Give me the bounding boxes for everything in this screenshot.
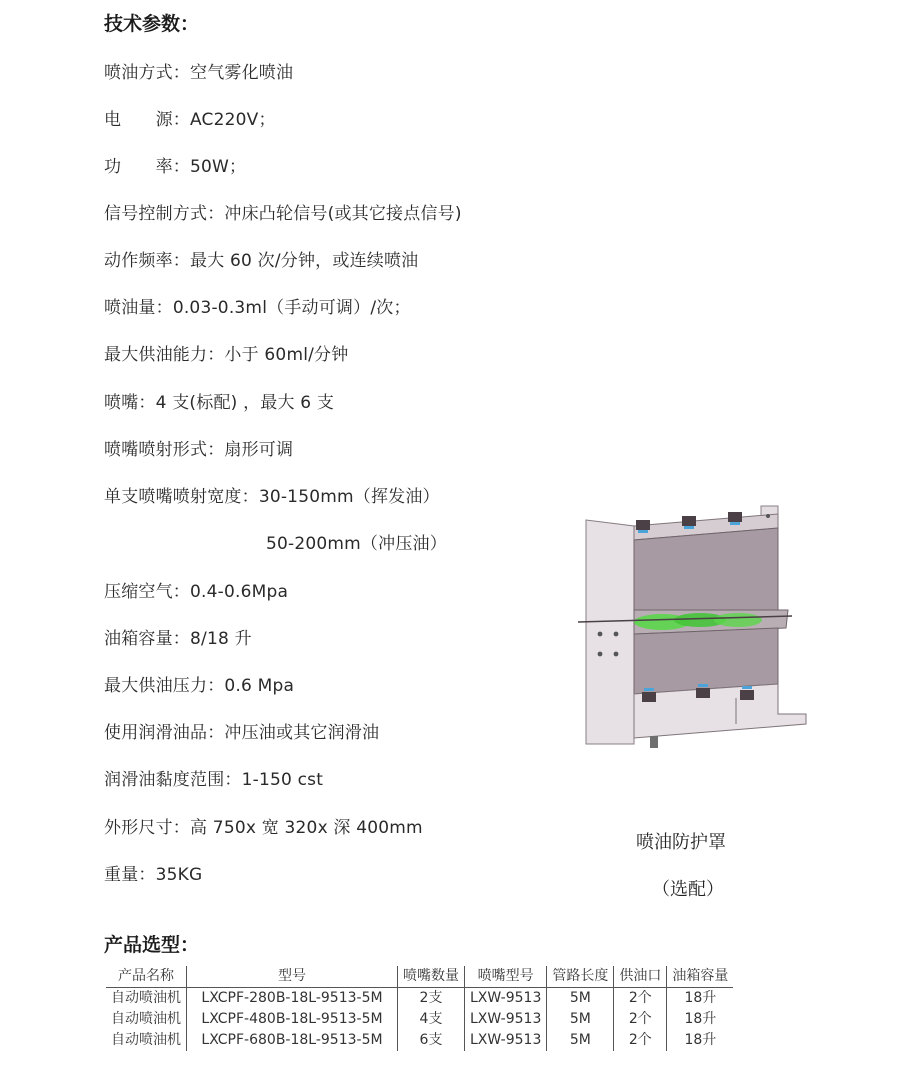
spec-spray-width-2 — [266, 529, 447, 554]
tech-heading: 技术参数： — [104, 13, 200, 35]
cell-oil-ports: 2个 — [614, 1009, 667, 1030]
spec-value: 4 支(标配) ，最大 6 支 — [155, 393, 335, 413]
spec-weight — [104, 860, 202, 885]
nozzle-accent — [698, 684, 708, 687]
spec-value: 0.6 Mpa — [224, 676, 295, 696]
cell-product-name: 自动喷油机 — [111, 1011, 181, 1027]
spec-value: 30-150mm（挥发油） — [258, 487, 440, 507]
cell-nozzle-model: LXW-9513 — [465, 1009, 547, 1030]
spec-label: 最大供油压力： — [104, 676, 225, 696]
cell-tank-capacity: 18升 — [667, 1009, 734, 1030]
col-nozzle-count: 喷嘴数量 — [398, 966, 465, 988]
cell-model: LXCPF-280B-18L-9513-5M — [187, 988, 398, 1010]
spec-dimensions — [104, 813, 423, 838]
spec-value: 1-150 cst — [241, 770, 324, 790]
spec-value: 0.03-0.3ml（手动可调）/次； — [172, 298, 411, 318]
spec-viscosity — [104, 765, 323, 790]
spec-power-supply — [104, 105, 276, 130]
nozzle-accent — [638, 530, 648, 533]
spec-value: 最大 60 次/分钟，或连续喷油 — [190, 251, 419, 271]
spec-value: 冲压油或其它润滑油 — [224, 723, 380, 743]
cell-nozzle-count: 2支 — [398, 988, 465, 1010]
col-oil-ports: 供油口 — [614, 966, 667, 988]
table-row — [106, 1009, 733, 1030]
spec-spray-volume — [104, 293, 411, 318]
col-pipe-length: 管路长度 — [547, 966, 614, 988]
nozzle-accent — [644, 688, 654, 691]
spec-signal-control — [104, 199, 462, 224]
spec-power — [104, 152, 246, 177]
spec-value: 0.4-0.6Mpa — [190, 582, 289, 602]
cell-nozzle-count: 6支 — [398, 1030, 465, 1051]
cell-pipe-length: 5M — [547, 1009, 614, 1030]
spec-label: 信号控制方式： — [104, 204, 225, 224]
cell-oil-ports: 2个 — [614, 988, 667, 1010]
table-row — [106, 1030, 733, 1051]
spray-fan-right — [714, 613, 762, 627]
nozzle-top-1 — [636, 520, 650, 530]
bottom-tray — [634, 684, 806, 738]
cell-product-name: 自动喷油机 — [111, 990, 181, 1006]
spec-value: 50W； — [190, 157, 247, 177]
spec-label: 油箱容量： — [104, 629, 190, 649]
nozzle-accent — [730, 522, 740, 525]
spec-spray-pattern — [104, 435, 293, 460]
cell-pipe-length: 5M — [547, 988, 614, 1010]
spec-label: 压缩空气： — [104, 582, 190, 602]
table-row — [106, 988, 733, 1010]
spec-label: 润滑油黏度范围： — [104, 770, 242, 790]
spec-label: 外形尺寸： — [104, 818, 190, 838]
spec-label: 电 源： — [104, 110, 190, 130]
mount-hole — [598, 632, 603, 637]
cell-pipe-length: 5M — [547, 1030, 614, 1051]
cell-nozzle-count: 4支 — [398, 1009, 465, 1030]
spec-value: AC220V； — [190, 110, 276, 130]
table-header-row — [106, 966, 733, 988]
spray-guard-illustration — [578, 498, 808, 758]
spec-value: 扇形可调 — [224, 440, 294, 460]
cell-product-name: 自动喷油机 — [111, 1032, 181, 1048]
spec-value: 冲床凸轮信号(或其它接点信号) — [224, 204, 462, 224]
spec-label: 喷油量： — [104, 298, 173, 318]
mount-hole — [598, 652, 603, 657]
spec-label: 最大供油能力： — [104, 345, 225, 365]
col-nozzle-model: 喷嘴型号 — [465, 966, 547, 988]
spec-label: 使用润滑油品： — [104, 723, 225, 743]
nozzle-top-2 — [682, 516, 696, 526]
selection-heading: 产品选型： — [104, 934, 200, 956]
mount-hole — [614, 652, 619, 657]
nozzle-accent — [742, 686, 752, 689]
spec-compressed-air — [104, 577, 288, 602]
cell-nozzle-model: LXW-9513 — [465, 988, 547, 1010]
cell-tank-capacity: 18升 — [667, 1030, 734, 1051]
spec-max-supply — [104, 340, 348, 365]
nozzle-top-3 — [728, 512, 742, 522]
spec-tank-capacity — [104, 624, 252, 649]
spec-label: 喷嘴喷射形式： — [104, 440, 225, 460]
cell-model: LXCPF-480B-18L-9513-5M — [187, 1009, 398, 1030]
nozzle-bottom-3 — [740, 690, 754, 700]
spec-label: 功 率： — [104, 157, 190, 177]
support-foot — [650, 736, 658, 748]
spec-spray-method — [104, 58, 293, 83]
col-tank-capacity: 油箱容量 — [667, 966, 734, 988]
nozzle-bottom-2 — [696, 688, 710, 698]
spec-label: 喷嘴： — [104, 393, 156, 413]
upper-panel — [634, 528, 778, 610]
spec-value: 35KG — [155, 865, 203, 885]
product-selection-table — [106, 966, 733, 1051]
left-side-frame — [586, 520, 634, 744]
spec-frequency — [104, 246, 418, 271]
spec-value: 8/18 升 — [190, 629, 252, 649]
spec-spray-width — [104, 482, 440, 507]
spec-lubricant — [104, 718, 379, 743]
col-product-name: 产品名称 — [106, 966, 187, 988]
spec-label: 动作频率： — [104, 251, 190, 271]
spec-max-pressure — [104, 671, 294, 696]
spec-label: 喷油方式： — [104, 63, 190, 83]
cell-tank-capacity: 18升 — [667, 988, 734, 1010]
figure-caption-title: 喷油防护罩 — [636, 832, 726, 853]
cell-oil-ports: 2个 — [614, 1030, 667, 1051]
cell-model: LXCPF-680B-18L-9513-5M — [187, 1030, 398, 1051]
spec-label: 单支喷嘴喷射宽度： — [104, 487, 259, 507]
figure-caption-note: （选配） — [652, 879, 724, 900]
spec-value: 高 750x 宽 320x 深 400mm — [190, 818, 423, 838]
spec-value: 空气雾化喷油 — [190, 63, 294, 83]
spec-value: 小于 60ml/分钟 — [224, 345, 349, 365]
nozzle-bottom-1 — [642, 692, 656, 702]
nozzle-accent — [684, 526, 694, 529]
spec-nozzles — [104, 388, 334, 413]
col-model: 型号 — [187, 966, 398, 988]
mount-hole — [766, 514, 770, 518]
spec-value: 50-200mm（冲压油） — [266, 534, 447, 554]
cell-nozzle-model: LXW-9513 — [465, 1030, 547, 1051]
mount-hole — [614, 632, 619, 637]
spec-label: 重量： — [104, 865, 156, 885]
